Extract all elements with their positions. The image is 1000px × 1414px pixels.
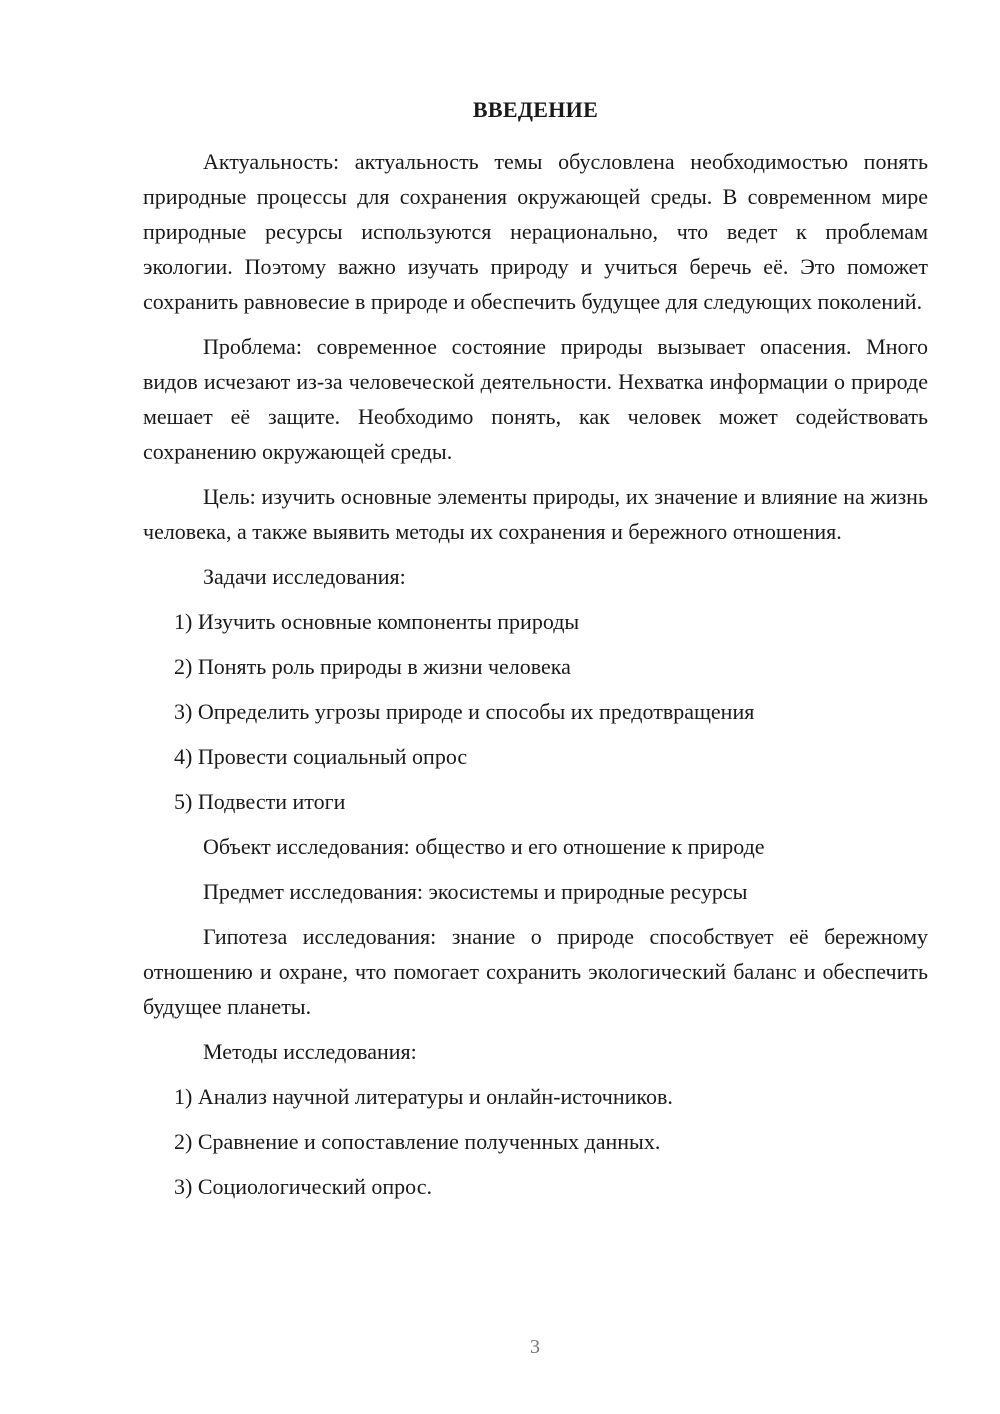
tasks-list (143, 604, 928, 819)
list-item: 1) Изучить основные компоненты природы (174, 609, 580, 634)
subject-line: Предмет исследования: экосистемы и природные ресурсы (203, 879, 748, 904)
relevance-paragraph: Актуальность: актуальность темы обусловлена необходимостью понять природные процессы для сохранения окружающей среды. В современном мире природные ресурсы используются нерационально, что ведет к проблемам экологии. Поэтому важно изучать природу и учиться беречь её. Это поможет сохранить равновесие в природе и обеспечить будущее для следующих поколений. (143, 149, 928, 314)
list-item: 4) Провести социальный опрос (174, 744, 468, 769)
list-item: 5) Подвести итоги (174, 789, 346, 814)
methods-list (143, 1079, 928, 1204)
tasks-heading: Задачи исследования: (203, 564, 406, 589)
list-item: 1) Анализ научной литературы и онлайн-источников. (174, 1084, 673, 1109)
list-item: 2) Сравнение и сопоставление полученных данных. (174, 1129, 661, 1154)
list-item: 2) Понять роль природы в жизни человека (174, 654, 571, 679)
hypothesis-paragraph: Гипотеза исследования: знание о природе способствует её бережному отношению и охране, что помогает сохранить экологический баланс и обеспечить будущее планеты. (143, 924, 928, 1019)
document-page (143, 96, 928, 1214)
goal-paragraph: Цель: изучить основные элементы природы, их значение и влияние на жизнь человека, а также выявить методы их сохранения и бережного отношения. (143, 484, 928, 544)
list-item: 3) Определить угрозы природе и способы их предотвращения (174, 699, 755, 724)
section-title: ВВЕДЕНИЕ (472, 97, 599, 122)
list-item: 3) Социологический опрос. (174, 1174, 432, 1199)
problem-paragraph: Проблема: современное состояние природы вызывает опасения. Много видов исчезают из-за человеческой деятельности. Нехватка информации о природе мешает её защите. Необходимо понять, как человек может содействовать сохранению окружающей среды. (143, 334, 928, 464)
methods-heading: Методы исследования: (203, 1039, 417, 1064)
page-number: 3 (530, 1336, 540, 1358)
object-line: Объект исследования: общество и его отношение к природе (203, 834, 765, 859)
